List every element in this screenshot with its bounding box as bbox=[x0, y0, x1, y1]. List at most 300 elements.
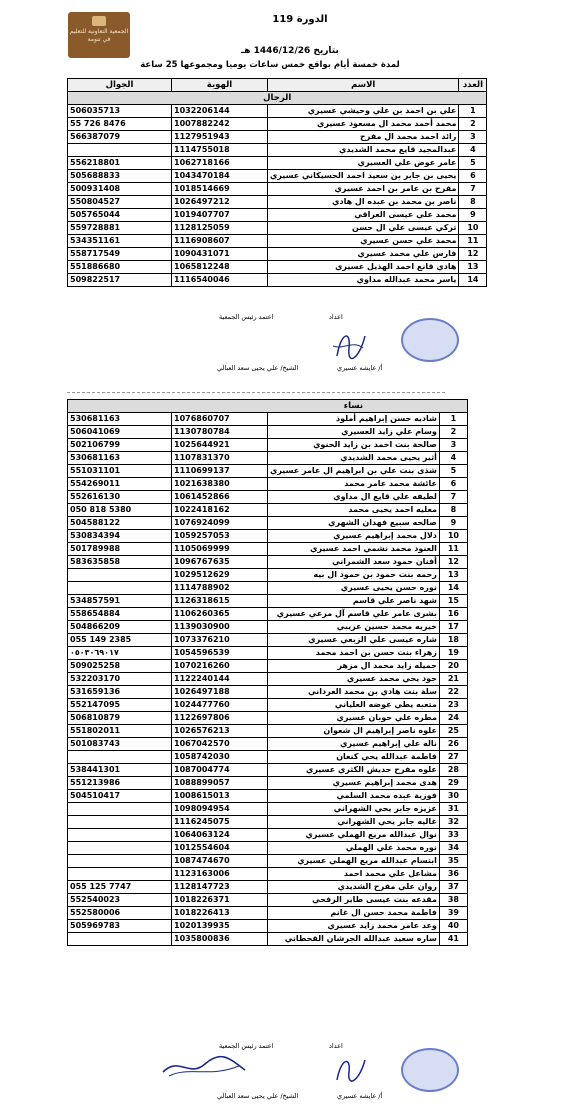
id-cell: 1122697806 bbox=[172, 712, 268, 725]
name-cell: جميله زايد محمد ال مزهر bbox=[268, 660, 440, 673]
prepared-label-2: اعداد bbox=[329, 1042, 343, 1050]
name-cell: علي بن احمد بن علي وحيشي عسيري bbox=[268, 105, 459, 118]
chairman-name: الشيخ/ علي يحيى سعد العبالي bbox=[217, 364, 299, 372]
phone-cell bbox=[68, 751, 172, 764]
name-cell: علوه مفرح حديش الكثري عسيري bbox=[268, 764, 440, 777]
phone-cell: 501789988 bbox=[68, 543, 172, 556]
name-cell: محمد علي عيسى العراقي bbox=[268, 209, 459, 222]
number-cell: 21 bbox=[439, 673, 467, 686]
id-cell: 1106260365 bbox=[172, 608, 268, 621]
number-cell: 10 bbox=[459, 222, 487, 235]
id-cell: 1076860707 bbox=[172, 413, 268, 426]
name-cell: ناله علي إبراهيم عسيري bbox=[268, 738, 440, 751]
men-section-row bbox=[68, 92, 487, 105]
id-cell: 1008615013 bbox=[172, 790, 268, 803]
table-row bbox=[68, 686, 468, 699]
chairman-name-2: الشيخ/ علي يحيى سعد العبالي bbox=[217, 1092, 299, 1100]
name-cell: هادي قانع احمد الهذيل عسيري bbox=[268, 261, 459, 274]
id-cell: 1018226371 bbox=[172, 894, 268, 907]
phone-cell: ٠٥٠٣٠٦٩٠١٧ bbox=[68, 647, 172, 660]
table-header-row bbox=[68, 79, 487, 92]
name-cell: شهد ناصر علي قاسم bbox=[268, 595, 440, 608]
number-cell: 12 bbox=[459, 248, 487, 261]
name-cell: معليه احمد يحيى محمد bbox=[268, 504, 440, 517]
phone-cell: 500931408 bbox=[68, 183, 172, 196]
number-cell: 3 bbox=[459, 131, 487, 144]
phone-cell: 055 125 7747 bbox=[68, 881, 172, 894]
women-table bbox=[67, 399, 468, 946]
association-logo bbox=[68, 12, 130, 58]
table-row bbox=[68, 777, 468, 790]
name-cell: نوره محمد علي الهملي bbox=[268, 842, 440, 855]
phone-cell bbox=[68, 144, 172, 157]
number-cell: 8 bbox=[459, 196, 487, 209]
name-cell: ياسر محمد عبدالله مداوي bbox=[268, 274, 459, 287]
table-row bbox=[68, 868, 468, 881]
name-cell: عبدالمجيد قايع محمد الشديدي bbox=[268, 144, 459, 157]
table-row bbox=[68, 426, 468, 439]
women-signature-block bbox=[67, 1040, 445, 1108]
table-row bbox=[68, 196, 487, 209]
phone-cell: 552616130 bbox=[68, 491, 172, 504]
number-cell: 9 bbox=[439, 517, 467, 530]
table-row bbox=[68, 131, 487, 144]
table-row bbox=[68, 582, 468, 595]
phone-cell: 506810879 bbox=[68, 712, 172, 725]
phone-cell: 505969783 bbox=[68, 920, 172, 933]
number-cell: 4 bbox=[459, 144, 487, 157]
table-row bbox=[68, 439, 468, 452]
table-row bbox=[68, 595, 468, 608]
number-cell: 11 bbox=[459, 235, 487, 248]
phone-cell: 551031101 bbox=[68, 465, 172, 478]
table-row bbox=[68, 235, 487, 248]
name-cell: شذى بنت علي بن ابراهيم ال عامر عسيري bbox=[268, 465, 440, 478]
number-cell: 37 bbox=[439, 881, 467, 894]
name-cell: فوزية عبده محمد السلمي bbox=[268, 790, 440, 803]
id-cell: 1122240144 bbox=[172, 673, 268, 686]
id-cell: 1061452866 bbox=[172, 491, 268, 504]
preparer-signature-scribble bbox=[329, 1052, 369, 1084]
phone-cell bbox=[68, 868, 172, 881]
phone-cell: 509025258 bbox=[68, 660, 172, 673]
name-cell: سلة بنت هادي بن محمد العرداني bbox=[268, 686, 440, 699]
id-cell: 1128147723 bbox=[172, 881, 268, 894]
section-divider bbox=[67, 392, 445, 393]
table-row bbox=[68, 261, 487, 274]
number-cell: 30 bbox=[439, 790, 467, 803]
id-cell: 1018226413 bbox=[172, 907, 268, 920]
id-cell: 1105069999 bbox=[172, 543, 268, 556]
name-cell: غاليه جابر يحي الشهراني bbox=[268, 816, 440, 829]
number-cell: 31 bbox=[439, 803, 467, 816]
number-cell: 23 bbox=[439, 699, 467, 712]
table-row bbox=[68, 413, 468, 426]
phone-cell: 552147095 bbox=[68, 699, 172, 712]
name-cell: صالحه سبيع فهدان الشهري bbox=[268, 517, 440, 530]
number-cell: 10 bbox=[439, 530, 467, 543]
phone-cell: 531659136 bbox=[68, 686, 172, 699]
table-row bbox=[68, 920, 468, 933]
table-row bbox=[68, 569, 468, 582]
emblem-icon bbox=[92, 16, 106, 26]
header-no: العدد bbox=[459, 79, 487, 92]
approval-label: اعتمد رئيس الجمعية bbox=[219, 313, 274, 321]
number-cell: 22 bbox=[439, 686, 467, 699]
table-row bbox=[68, 452, 468, 465]
id-cell: 1064063124 bbox=[172, 829, 268, 842]
name-cell: عامر عوض علي العسيري bbox=[268, 157, 459, 170]
table-row bbox=[68, 764, 468, 777]
id-cell: 1043470184 bbox=[172, 170, 268, 183]
name-cell: علوه ناصر إبراهيم ال شعوان bbox=[268, 725, 440, 738]
name-cell: وعد عامر محمد زايد عسيري bbox=[268, 920, 440, 933]
id-cell: 1114788902 bbox=[172, 582, 268, 595]
name-cell: زهراء بنت حسن بن احمد محمد bbox=[268, 647, 440, 660]
id-cell: 1062718166 bbox=[172, 157, 268, 170]
number-cell: 33 bbox=[439, 829, 467, 842]
table-row bbox=[68, 530, 468, 543]
name-cell: ناصر بن محمد بن عبده ال هادي bbox=[268, 196, 459, 209]
number-cell: 32 bbox=[439, 816, 467, 829]
table-row bbox=[68, 803, 468, 816]
phone-cell: 551213986 bbox=[68, 777, 172, 790]
table-row bbox=[68, 855, 468, 868]
name-cell: أثير يحيى محمد الشديدي bbox=[268, 452, 440, 465]
duration-line: لمدة خمسة أيام بواقع خمس ساعات يوميا ومجموعها 25 ساعة bbox=[140, 60, 400, 70]
name-cell: نوال عبدالله مريع الهملي عسيري bbox=[268, 829, 440, 842]
table-row bbox=[68, 933, 468, 946]
signature-scribble bbox=[329, 326, 369, 362]
number-cell: 20 bbox=[439, 660, 467, 673]
number-cell: 28 bbox=[439, 764, 467, 777]
number-cell: 25 bbox=[439, 725, 467, 738]
table-row bbox=[68, 621, 468, 634]
table-row bbox=[68, 157, 487, 170]
name-cell: مطره علي حوبان عسيري bbox=[268, 712, 440, 725]
table-row bbox=[68, 478, 468, 491]
name-cell: خيريه محمد حسين عريبي bbox=[268, 621, 440, 634]
table-row bbox=[68, 894, 468, 907]
men-table bbox=[67, 78, 487, 287]
table-row bbox=[68, 274, 487, 287]
number-cell: 19 bbox=[439, 647, 467, 660]
phone-cell: 532203170 bbox=[68, 673, 172, 686]
preparer-name-2: أ/ عايشه عسيري bbox=[337, 1092, 383, 1100]
phone-cell: 558654884 bbox=[68, 608, 172, 621]
phone-cell: 566387079 bbox=[68, 131, 172, 144]
name-cell: محمد علي حسن عسيري bbox=[268, 235, 459, 248]
id-cell: 1021638380 bbox=[172, 478, 268, 491]
session-title: الدورة 119 bbox=[272, 14, 328, 25]
name-cell: رحمه بنت حمود بن حمود ال بيه bbox=[268, 569, 440, 582]
name-cell: رائد احمد محمد ال مفرح bbox=[268, 131, 459, 144]
phone-cell: 556218801 bbox=[68, 157, 172, 170]
phone-cell: 506041069 bbox=[68, 426, 172, 439]
phone-cell bbox=[68, 933, 172, 946]
name-cell: جود يحي محمد عسيري bbox=[268, 673, 440, 686]
phone-cell: 552540023 bbox=[68, 894, 172, 907]
table-row bbox=[68, 183, 487, 196]
name-cell: بشرى عامر علي قاسم آل مرعي عسيري bbox=[268, 608, 440, 621]
number-cell: 11 bbox=[439, 543, 467, 556]
id-cell: 1019407707 bbox=[172, 209, 268, 222]
name-cell: شاره عيسى علي الزبعي عسيري bbox=[268, 634, 440, 647]
table-row bbox=[68, 881, 468, 894]
id-cell: 1126318615 bbox=[172, 595, 268, 608]
women-section-title: نساء bbox=[268, 400, 440, 413]
number-cell: 6 bbox=[439, 478, 467, 491]
phone-cell: 538441301 bbox=[68, 764, 172, 777]
phone-cell: 534857591 bbox=[68, 595, 172, 608]
id-cell: 1018514669 bbox=[172, 183, 268, 196]
table-row bbox=[68, 144, 487, 157]
number-cell: 6 bbox=[459, 170, 487, 183]
number-cell: 13 bbox=[459, 261, 487, 274]
number-cell: 2 bbox=[459, 118, 487, 131]
chairman-signature-scribble bbox=[159, 1052, 249, 1082]
phone-cell: 502106799 bbox=[68, 439, 172, 452]
name-cell: مقدعه بنت عيسى طاير الرفحي bbox=[268, 894, 440, 907]
name-cell: فارس علي محمد عسيري bbox=[268, 248, 459, 261]
name-cell: دلال محمد إبراهيم عسيري bbox=[268, 530, 440, 543]
number-cell: 12 bbox=[439, 556, 467, 569]
phone-cell: 505688833 bbox=[68, 170, 172, 183]
number-cell: 7 bbox=[459, 183, 487, 196]
name-cell: صالحة بنت احمد بن زايد الحنوي bbox=[268, 439, 440, 452]
phone-cell: 506035713 bbox=[68, 105, 172, 118]
id-cell: 1087004774 bbox=[172, 764, 268, 777]
number-cell: 14 bbox=[439, 582, 467, 595]
id-cell: 1007882242 bbox=[172, 118, 268, 131]
number-cell: 38 bbox=[439, 894, 467, 907]
id-cell: 1073376210 bbox=[172, 634, 268, 647]
table-row bbox=[68, 699, 468, 712]
table-row bbox=[68, 543, 468, 556]
id-cell: 1054596539 bbox=[172, 647, 268, 660]
number-cell: 24 bbox=[439, 712, 467, 725]
phone-cell: 504866209 bbox=[68, 621, 172, 634]
id-cell: 1127951943 bbox=[172, 131, 268, 144]
official-stamp bbox=[401, 318, 459, 362]
table-row bbox=[68, 170, 487, 183]
number-cell: 15 bbox=[439, 595, 467, 608]
phone-cell: 551802011 bbox=[68, 725, 172, 738]
name-cell: مشاعل علي محمد احمد bbox=[268, 868, 440, 881]
men-section-title: الرجال bbox=[68, 92, 487, 105]
name-cell: ساره سعيد عبدالله الجرشان القحطاني bbox=[268, 933, 440, 946]
phone-cell: 583635858 bbox=[68, 556, 172, 569]
phone-cell: 554269011 bbox=[68, 478, 172, 491]
number-cell: 34 bbox=[439, 842, 467, 855]
id-cell: 1022418162 bbox=[172, 504, 268, 517]
phone-cell bbox=[68, 829, 172, 842]
phone-cell: 530681163 bbox=[68, 413, 172, 426]
table-row bbox=[68, 608, 468, 621]
phone-cell bbox=[68, 582, 172, 595]
phone-cell: 050 818 5380 bbox=[68, 504, 172, 517]
id-cell: 1076924099 bbox=[172, 517, 268, 530]
table-row bbox=[68, 634, 468, 647]
phone-cell: 559728881 bbox=[68, 222, 172, 235]
table-row bbox=[68, 725, 468, 738]
id-cell: 1067042570 bbox=[172, 738, 268, 751]
header-id: الهوية bbox=[172, 79, 268, 92]
official-stamp-2 bbox=[401, 1048, 459, 1092]
id-cell: 1116908607 bbox=[172, 235, 268, 248]
phone-cell bbox=[68, 816, 172, 829]
number-cell: 29 bbox=[439, 777, 467, 790]
phone-cell: 504588122 bbox=[68, 517, 172, 530]
number-cell: 5 bbox=[459, 157, 487, 170]
logo-text: الجمعية التعاونية للتعليم في تنومة bbox=[69, 28, 129, 43]
number-cell: 3 bbox=[439, 439, 467, 452]
id-cell: 1024477760 bbox=[172, 699, 268, 712]
phone-cell: 055 149 2385 bbox=[68, 634, 172, 647]
table-row bbox=[68, 660, 468, 673]
name-cell: فاطمة محمد حسن ال غانم bbox=[268, 907, 440, 920]
phone-cell: 558717549 bbox=[68, 248, 172, 261]
id-cell: 1107831370 bbox=[172, 452, 268, 465]
prepared-label: اعداد bbox=[329, 313, 343, 321]
number-cell: 8 bbox=[439, 504, 467, 517]
header-phone: الجوال bbox=[68, 79, 172, 92]
id-cell: 1058742030 bbox=[172, 751, 268, 764]
men-signature-block bbox=[67, 308, 445, 388]
phone-cell: 501083743 bbox=[68, 738, 172, 751]
name-cell: يحيى بن جابر بن سعيد احمد الحسيكاني عسيري bbox=[268, 170, 459, 183]
preparer-name: أ/ عايشه عسيري bbox=[337, 364, 383, 372]
table-row bbox=[68, 556, 468, 569]
number-cell: 9 bbox=[459, 209, 487, 222]
number-cell: 13 bbox=[439, 569, 467, 582]
table-row bbox=[68, 209, 487, 222]
id-cell: 1116540046 bbox=[172, 274, 268, 287]
table-row bbox=[68, 751, 468, 764]
number-cell: 2 bbox=[439, 426, 467, 439]
phone-cell bbox=[68, 569, 172, 582]
phone-cell: 552580006 bbox=[68, 907, 172, 920]
id-cell: 1070216260 bbox=[172, 660, 268, 673]
id-cell: 1114755018 bbox=[172, 144, 268, 157]
phone-cell: 550804527 bbox=[68, 196, 172, 209]
phone-cell bbox=[68, 803, 172, 816]
table-row bbox=[68, 504, 468, 517]
name-cell: فاطمة عبدالله يحي كنعان bbox=[268, 751, 440, 764]
name-cell: العنود محمد نشمي احمد عسيري bbox=[268, 543, 440, 556]
name-cell: عائشة محمد عامر محمد bbox=[268, 478, 440, 491]
name-cell: نوره حسن يحيى عسيري bbox=[268, 582, 440, 595]
table-row bbox=[68, 816, 468, 829]
id-cell: 1139030900 bbox=[172, 621, 268, 634]
date-line: بتاريخ 1446/12/26 هـ bbox=[241, 46, 339, 56]
phone-cell: 504510417 bbox=[68, 790, 172, 803]
name-cell: تركي عيسى علي ال حسن bbox=[268, 222, 459, 235]
table-row bbox=[68, 222, 487, 235]
table-row bbox=[68, 118, 487, 131]
phone-cell: 530834394 bbox=[68, 530, 172, 543]
name-cell: لطيفه علي قايع ال مداوي bbox=[268, 491, 440, 504]
number-cell: 40 bbox=[439, 920, 467, 933]
table-row bbox=[68, 829, 468, 842]
id-cell: 1035800836 bbox=[172, 933, 268, 946]
number-cell: 18 bbox=[439, 634, 467, 647]
name-cell: مفرح بن عامر بن احمد عسيري bbox=[268, 183, 459, 196]
phone-cell: 505765044 bbox=[68, 209, 172, 222]
name-cell: ابتسام عبدالله مريع الهملي عسيري bbox=[268, 855, 440, 868]
number-cell: 14 bbox=[459, 274, 487, 287]
header-name: الاسم bbox=[268, 79, 459, 92]
table-row bbox=[68, 465, 468, 478]
number-cell: 16 bbox=[439, 608, 467, 621]
table-row bbox=[68, 248, 487, 261]
number-cell: 1 bbox=[439, 413, 467, 426]
phone-cell: 530681163 bbox=[68, 452, 172, 465]
number-cell: 5 bbox=[439, 465, 467, 478]
phone-cell bbox=[68, 842, 172, 855]
number-cell: 39 bbox=[439, 907, 467, 920]
id-cell: 1087474670 bbox=[172, 855, 268, 868]
id-cell: 1088899057 bbox=[172, 777, 268, 790]
id-cell: 1032206144 bbox=[172, 105, 268, 118]
name-cell: شاديه حسن إبراهيم أملوذ bbox=[268, 413, 440, 426]
id-cell: 1128125059 bbox=[172, 222, 268, 235]
name-cell: عزيزه جابر يحي الشهراني bbox=[268, 803, 440, 816]
id-cell: 1123163006 bbox=[172, 868, 268, 881]
women-section-row bbox=[68, 400, 468, 413]
table-row bbox=[68, 790, 468, 803]
name-cell: هدى محمد إبراهيم عسيري bbox=[268, 777, 440, 790]
number-cell: 17 bbox=[439, 621, 467, 634]
phone-cell: 55 726 8476 bbox=[68, 118, 172, 131]
id-cell: 1026497212 bbox=[172, 196, 268, 209]
phone-cell: 551886680 bbox=[68, 261, 172, 274]
phone-cell: 509822517 bbox=[68, 274, 172, 287]
id-cell: 1116245075 bbox=[172, 816, 268, 829]
name-cell: محمد أحمد محمد ال مسعود عسيري bbox=[268, 118, 459, 131]
id-cell: 1130780784 bbox=[172, 426, 268, 439]
table-row bbox=[68, 517, 468, 530]
table-row bbox=[68, 738, 468, 751]
id-cell: 1110699137 bbox=[172, 465, 268, 478]
number-cell: 27 bbox=[439, 751, 467, 764]
number-cell: 41 bbox=[439, 933, 467, 946]
table-row bbox=[68, 105, 487, 118]
approval-label-2: اعتمد رئيس الجمعية bbox=[219, 1042, 274, 1050]
id-cell: 1096767635 bbox=[172, 556, 268, 569]
id-cell: 1065812248 bbox=[172, 261, 268, 274]
name-cell: متعبه يطي عوضه العلياني bbox=[268, 699, 440, 712]
phone-cell bbox=[68, 855, 172, 868]
name-cell: وسام علي زايد العسيري bbox=[268, 426, 440, 439]
number-cell: 26 bbox=[439, 738, 467, 751]
table-row bbox=[68, 647, 468, 660]
id-cell: 1012554604 bbox=[172, 842, 268, 855]
name-cell: روان علي مفرح الشديدي bbox=[268, 881, 440, 894]
table-row bbox=[68, 907, 468, 920]
id-cell: 1059257053 bbox=[172, 530, 268, 543]
name-cell: أفنان حمود سعد الشمراني bbox=[268, 556, 440, 569]
number-cell: 36 bbox=[439, 868, 467, 881]
id-cell: 1020139935 bbox=[172, 920, 268, 933]
table-row bbox=[68, 712, 468, 725]
table-row bbox=[68, 673, 468, 686]
number-cell: 4 bbox=[439, 452, 467, 465]
id-cell: 1090431071 bbox=[172, 248, 268, 261]
id-cell: 1026576213 bbox=[172, 725, 268, 738]
id-cell: 1029512629 bbox=[172, 569, 268, 582]
table-row bbox=[68, 842, 468, 855]
